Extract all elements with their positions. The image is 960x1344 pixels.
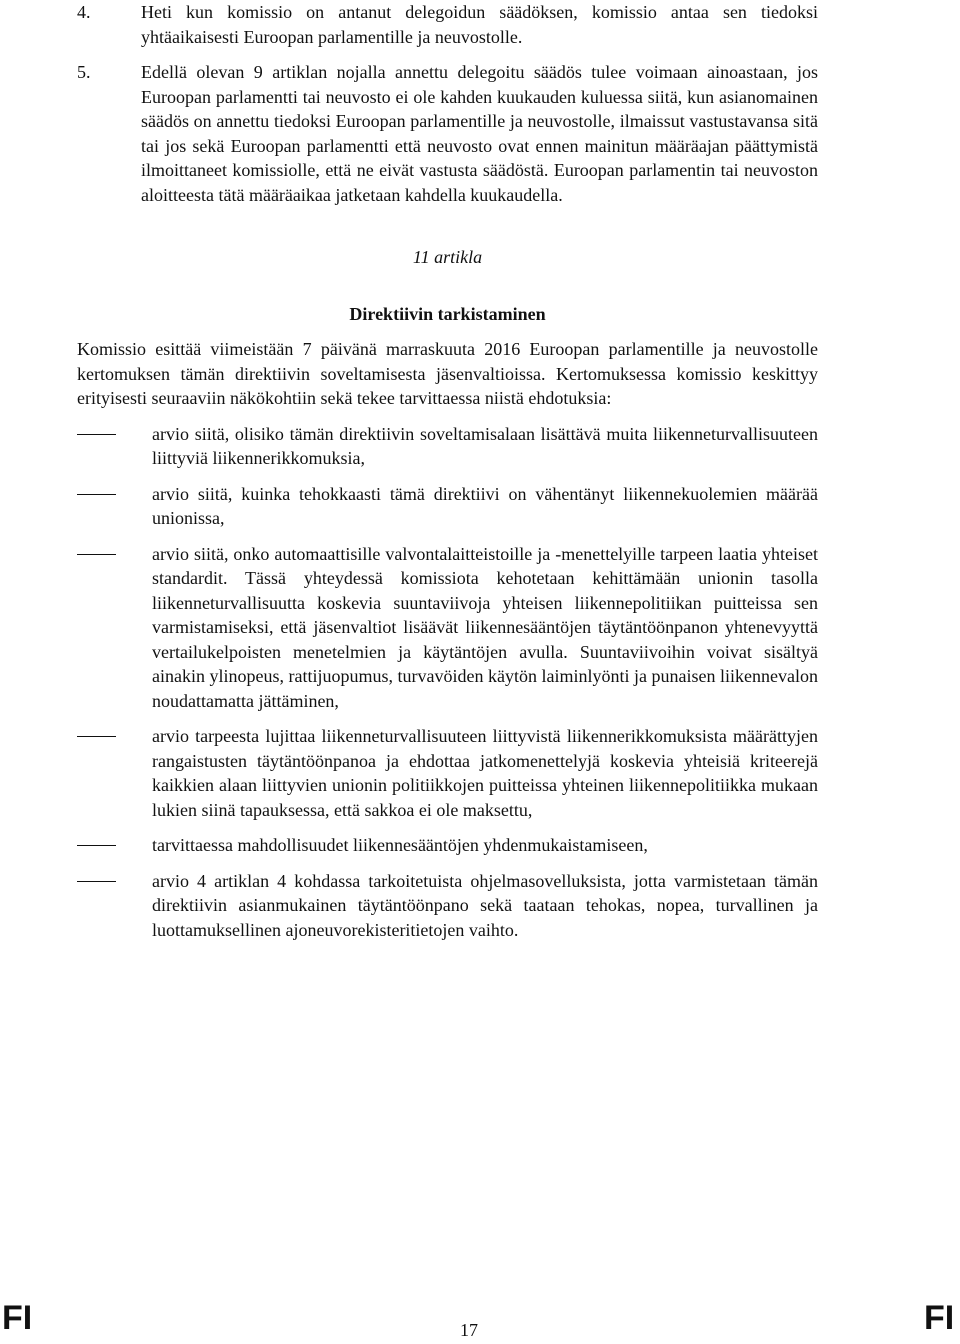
- dash-bullet: [77, 736, 116, 737]
- dash-bullet: [77, 494, 116, 495]
- dash-bullet: [77, 881, 116, 882]
- article-title: Direktiivin tarkistaminen: [349, 303, 546, 324]
- footer-language-right: FI: [924, 1299, 955, 1337]
- dash-bullet: [77, 434, 116, 435]
- document-body: [77, 0, 818, 953]
- article-number: 11 artikla: [412, 247, 483, 267]
- dash-bullet: [77, 554, 116, 555]
- list-item-text: tarvittaessa mahdollisuudet liikennesääntöjen yhdenmukaistamiseen,: [152, 835, 648, 855]
- paragraph-number: 4.: [77, 2, 91, 22]
- review-items-list: [77, 422, 818, 943]
- article-intro: Komissio esittää viimeistään 7 päivänä marraskuuta 2016 Euroopan parlamentille ja neuvostolle kertomuksen tämän direktiivin soveltamisesta jäsenvaltioissa. Kertomuksessa komissio keskittyy erityisesti seuraaviin näkökohtiin sekä tekee tarvittaessa niistä ehdotuksia:: [77, 339, 818, 408]
- list-item: [77, 724, 818, 822]
- paragraph-number: 5.: [77, 62, 91, 82]
- list-item: [77, 422, 818, 471]
- list-item-text: arvio 4 artiklan 4 kohdassa tarkoitetuista ohjelmasovelluksista, jotta varmistetaan tämän direktiivin asianmukainen täytäntöönpano sekä taataan tehokas, nopea, turvallinen ja luottamuksellinen ajoneuvorekisteritietojen vaihto.: [152, 870, 818, 940]
- dash-bullet: [77, 845, 116, 846]
- page-number: 17: [460, 1320, 478, 1340]
- list-item: [77, 482, 818, 531]
- footer-language-left: FI: [2, 1299, 33, 1337]
- list-item: [77, 869, 818, 943]
- list-item: [77, 833, 818, 858]
- list-item-text: arvio tarpeesta lujittaa liikenneturvallisuuteen liittyvistä liikennerikkomuksista määrättyjen rangaistusten täytäntöönpanoa ja ehdottaa jatkomenettelyjä koskevia yhteisiä kriteerejä kaikkien alaan liittyvien unionin politiikkojen puitteissa yhteinen liikennepolitiikka mukaan lukien siinä tapauksessa, että sakkoa ei ole maksettu,: [152, 726, 818, 820]
- paragraph-text: Heti kun komissio on antanut delegoidun säädöksen, komissio antaa sen tiedoksi yhtäaikaisesti Euroopan parlamentille ja neuvostolle.: [141, 2, 818, 47]
- paragraph-5: [77, 60, 818, 207]
- paragraph-4: [77, 0, 818, 49]
- list-item: [77, 542, 818, 714]
- paragraph-text: Edellä olevan 9 artiklan nojalla annettu delegoitu säädös tulee voimaan ainoastaan, jos Euroopan parlamentti tai neuvosto ei ole kahden kuukauden kuluessa siitä, kun asianomainen säädös on annettu tiedoksi Euroopan parlamentille ja neuvostolle, ilmaissut vastustavansa sitä tai jos sekä Euroopan parlamentti että neuvosto ovat ennen mainitun määräajan päättymistä ilmoittaneet komissiolle, että ne eivät vastusta säädöstä. Euroopan parlamentin tai neuvoston aloitteesta tätä määräaikaa jatketaan kahdella kuukaudella.: [141, 62, 818, 205]
- list-item-text: arvio siitä, kuinka tehokkaasti tämä direktiivi on vähentänyt liikennekuolemien määrää unionissa,: [152, 483, 818, 528]
- list-item-text: arvio siitä, onko automaattisille valvontalaitteistoille ja -menettelyille tarpeen laatia yhteiset standardit. Tässä yhteydessä komissiota kehotetaan kehittämään unionin tasolla liikenneturvallisuutta koskevia suuntaviivoja yhteisen liikennepolitiikan puitteissa sen varmistamiseksi, että jäsenvaltiot lisäävät liikennesääntöjen täytäntöönpanon yhtenevyyttä vertailukelpoisten menetelmien ja käytäntöjen avulla. Suuntaviivoihin voivat sisältyä ainakin ylinopeus, rattijuopumus, turvavöiden käytön laiminlyönti ja punaisen liikennevalon noudattamatta jättäminen,: [152, 543, 818, 711]
- list-item-text: arvio siitä, olisiko tämän direktiivin soveltamisalaan lisättävä muita liikenneturvallisuuteen liittyviä liikennerikkomuksia,: [152, 423, 818, 468]
